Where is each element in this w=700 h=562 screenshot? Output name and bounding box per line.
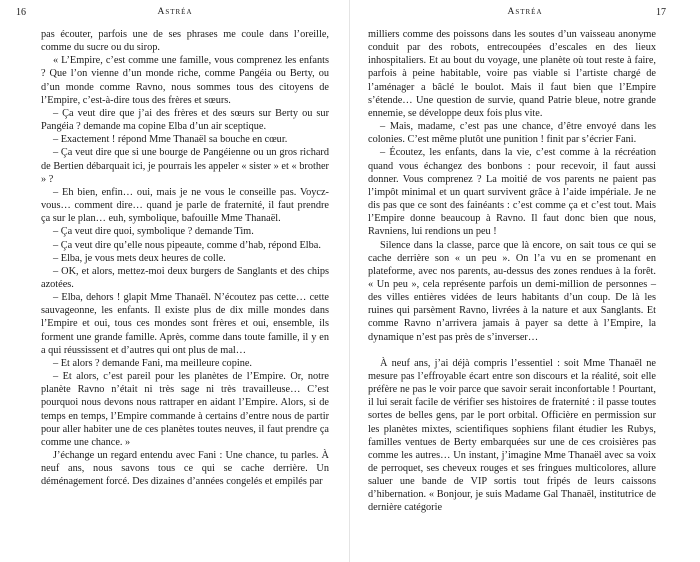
left-page-body — [41, 28, 329, 488]
page-number-right: 17 — [656, 7, 666, 18]
paragraph: – Et alors ? demande Fani, ma meilleure copine. — [53, 357, 253, 369]
paragraph: – Exactement ! répond Mme Thanaël sa bouche en cœur. — [53, 134, 288, 146]
paragraph: – Et alors, c’est pareil pour les planètes de l’Empire. Or, notre planète Ravno n’était ni très sage ni très travailleuse… C’est pourquoi nous devons nous rattraper en aidant l’Empire. Alors, si de temps en temps, l’Empire commande à certains d’entre nous de partir pour aller habiter une de ces planètes toutes neuves, il faut prendre ça comme une chance. » — [41, 371, 329, 448]
paragraph: pas écouter, parfois une de ses phrases me coule dans l’oreille, comme du sucre ou du sirop. — [41, 29, 329, 54]
paragraph: – Ça veut dire que j’ai des frères et des sœurs sur Berty ou sur Pangéia ? demande ma copine Elba d’un air sceptique. — [41, 107, 329, 133]
paragraph: J’échange un regard entendu avec Fani : Une chance, tu parles. À neuf ans, nous savons tous ce qui se cache derrière. Un déménagement forcé. Des dizaines d’années congelés et empilés par — [41, 450, 329, 488]
running-head-right: Astréa — [507, 7, 543, 17]
section-break — [368, 344, 656, 357]
paragraph: – Elba, dehors ! glapit Mme Thanaël. N’écoutez pas cette… cette sauvageonne, les enfants. Il existe plus de dix mille mondes dans l’Empire et oui, tous ces mondes sont frères et oui, ensemble, ils forment une grande famille. Après, comme dans toute famille, il y en a qui réussissent et d’autres qui ont plus de mal… — [41, 292, 329, 356]
right-page-body — [368, 28, 656, 515]
paragraph: – Mais, madame, c’est pas une chance, d’être envoyé dans les colonies. C’est même plutôt une punition ! finit par s’écrier Fani. — [368, 121, 656, 146]
paragraph: Silence dans la classe, parce que là encore, on sait tous ce qui se cache derrière son « un peu ». On l’a vu en se promenant en plateforme, avec nos parents, au-dessus des zones rendues à la forêt. « Un peu », cela représente parfois un demi-million de personnes – des villes entières vidées de leurs habitants d’un coup. De là les ruines qui parsèment Ravno, livrées à la nature et aux Sanglants. Et comme Ravno n’arrivera jamais à payer sa dette à l’Empire, la dynamique n’est pas près de s’inverser… — [368, 239, 656, 343]
paragraph: – OK, et alors, mettez-moi deux burgers de Sanglants et des chips azotées. — [41, 265, 329, 290]
paragraph: – Ça veut dire que si une bourge de Pangéienne ou un gros richard de Bertien débarquait ici, je pourrais les appeler « sister » et « brother » ? — [41, 147, 329, 185]
paragraph: milliers comme des poissons dans les soutes d’un vaisseau anonyme conduit par des robots, entrecoupées d’escales en des lieux inhospitaliers. Et au bout du voyage, une planète où tout reste à faire, parfois à peine habitable, voire pas viable si l’artiste chargé de l’aménager a bâclé le boulot. Mais il faut bien que l’Empire s’étende… Une question de survie, quand Patrie bleue, notre grande ennemie, se développe deux fois plus vite. — [368, 29, 656, 119]
paragraph: « L’Empire, c’est comme une famille, vous comprenez les enfants ? Que l’on vienne d’un monde riche, comme Pangéia ou Berty, ou d’un monde comme Ravno, nous sommes tous des citoyens de l’Empire, c’est-à-dire tous des frères et sœurs. — [41, 55, 329, 106]
page-number-left: 16 — [16, 7, 26, 18]
running-head-left: Astréa — [157, 7, 193, 17]
right-page — [350, 0, 700, 562]
paragraph: À neuf ans, j’ai déjà compris l’essentiel : soit Mme Thanaël ne mesure pas l’effroyable écart entre son discours et la réalité, soit elle préfère ne pas le voir parce que savoir serait inconfortable ! Pourtant, il lui serait facile de vérifier ses histoires de fraternité : il passe toutes sortes de belles gens, par le port orbital. Officière en permission sur les planètes mixtes, scientifiques sophiens filant étudier les Rubys, familles ventues de Berty embarquées sur une de ces croisières pas comme les autres… Un instant, j’imagine Mme Thanaël avec sa voix de perroquet, ses cheveux rouges et ses fringues multicolores, allure saluer une bande de VIP sortis tout fripés de leurs caissons d’hibernation. « Bonjour, je suis Madame Gal Thanaël, institutrice de dernière catégorie — [368, 357, 656, 514]
paragraph: – Ça veut dire qu’elle nous pipeaute, comme d’hab, répond Elba. — [53, 239, 321, 251]
paragraph: – Elba, je vous mets deux heures de colle. — [53, 252, 226, 264]
paragraph: – Eh bien, enfin… oui, mais je ne vous le conseille pas. Voycz-vous… comment dire… quand je parle de fraternité, il faut prendre ça sur le plan… euh, symbolique, bafouille Mme Thanaël. — [41, 186, 329, 225]
paragraph: – Ça veut dire quoi, symbolique ? demande Tim. — [53, 226, 254, 238]
paragraph: – Écoutez, les enfants, dans la vie, c’est comme à la récréation quand vous échangez des bonbons : pour recevoir, il faut aussi donner. Vous comprenez ? La moitié de vos parents ne paient pas l’impôt minimal et un quart survivent grâce à l’aide impériale. Je ne dis pas que ce sont des fainéants : c’est comme ça et c’est tout. Mais l’Empire donne beaucoup à Ravno. Il faut donc bien que nous, Ravniens, lui rendions un peu ! — [368, 147, 656, 238]
